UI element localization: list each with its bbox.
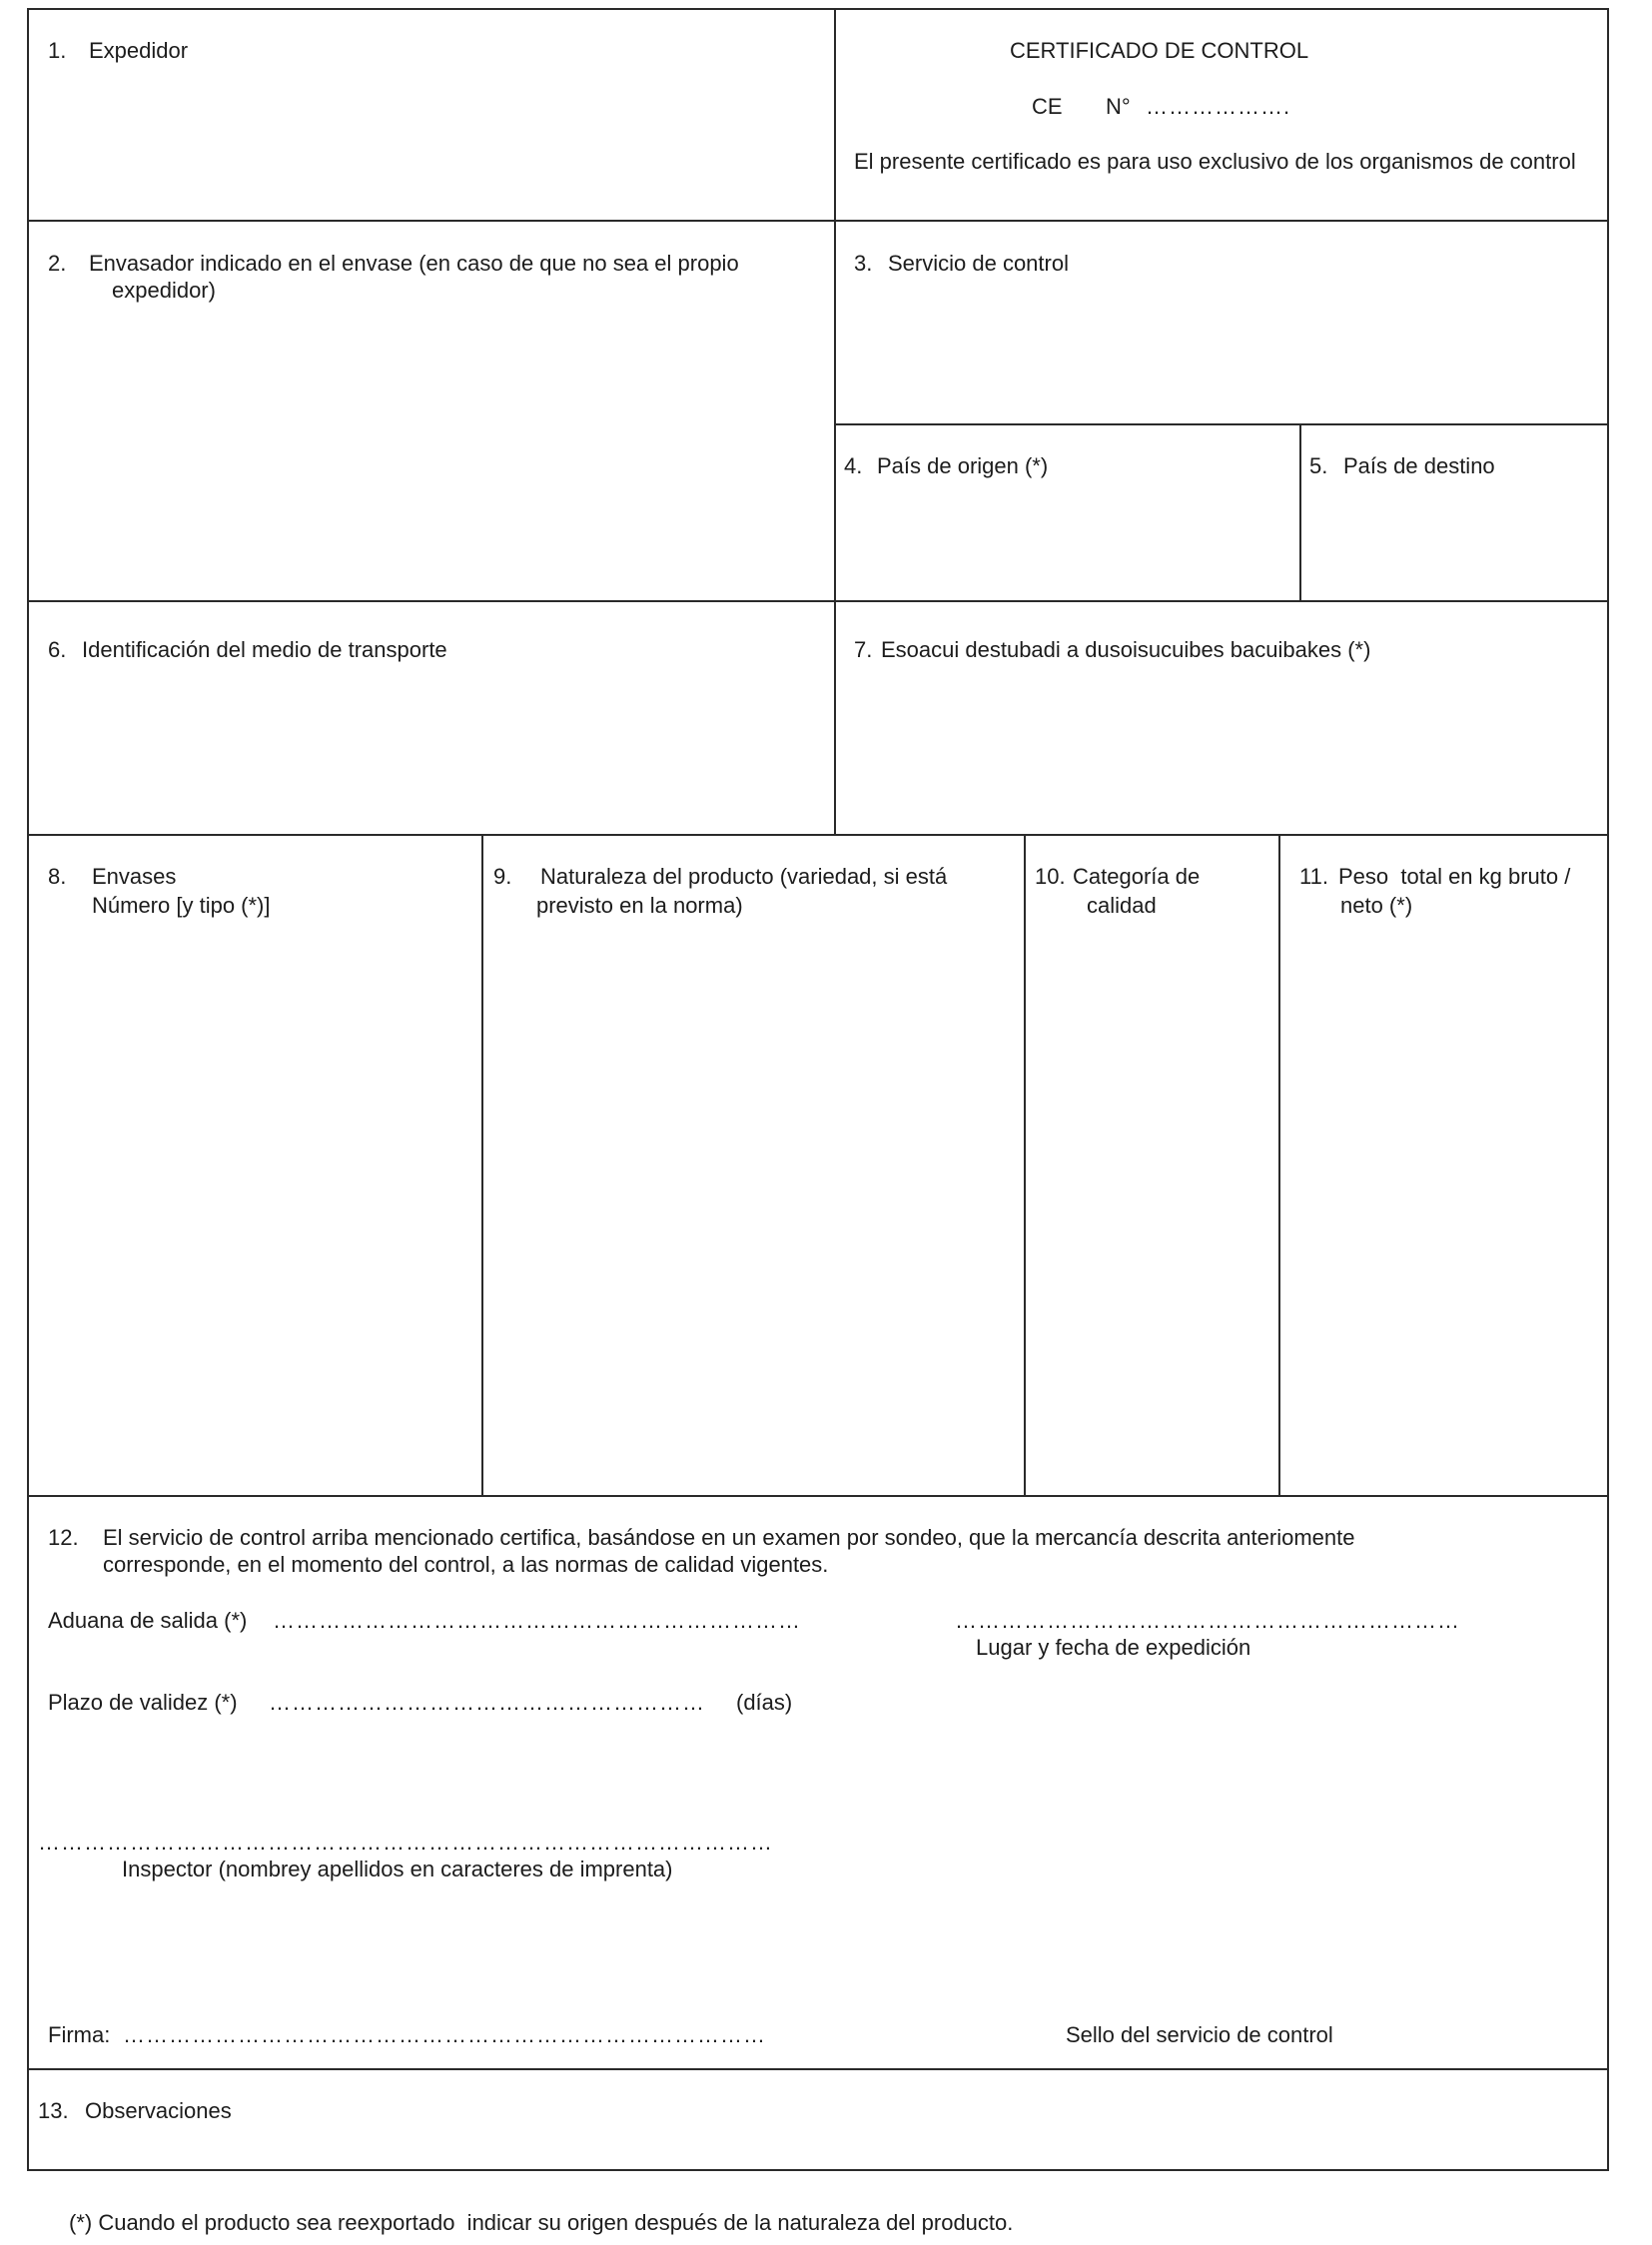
box8-number: 8.: [48, 864, 67, 889]
row-divider-5: [27, 2068, 1609, 2070]
footnote: (*) Cuando el producto sea reexportado indicar su origen después de la naturaleza del producto.: [69, 2210, 1014, 2235]
box4-number: 4.: [844, 453, 863, 478]
box1-label: Expedidor: [89, 38, 189, 63]
firma-label: Firma:: [48, 2022, 111, 2047]
box10-number: 10.: [1035, 864, 1066, 889]
box12-statement-line1: El servicio de control arriba mencionado certifica, basándose en un examen por sondeo, que la mercancía descrita anteriomente: [103, 1525, 1355, 1550]
col-divider-10-11: [1278, 834, 1280, 1496]
box11-label: Peso total en kg bruto /: [1338, 864, 1571, 889]
box12-number: 12.: [48, 1525, 79, 1550]
box1-number: 1.: [48, 38, 67, 63]
box3-label: Servicio de control: [888, 251, 1069, 276]
row-divider-4: [27, 1495, 1609, 1497]
firma-field: …………………………………………………………………………: [123, 2022, 766, 2047]
box3-number: 3.: [854, 251, 873, 276]
box11-label-line2: neto (*): [1340, 893, 1413, 918]
box6-label: Identificación del medio de transporte: [82, 637, 447, 662]
lugar-fecha-label: Lugar y fecha de expedición: [976, 1635, 1251, 1660]
certificate-title: CERTIFICADO DE CONTROL: [1010, 38, 1309, 63]
box5-label: País de destino: [1343, 453, 1495, 478]
box4-label: País de origen (*): [877, 453, 1049, 478]
box5-number: 5.: [1309, 453, 1328, 478]
box8-label: Envases: [92, 864, 177, 889]
plazo-unit: (días): [736, 1690, 793, 1715]
sello-label: Sello del servicio de control: [1066, 2022, 1333, 2047]
col-divider-9-10: [1024, 834, 1026, 1496]
inspector-field: ……………………………………………………………………………………: [38, 1830, 773, 1855]
box2-label-continued: expedidor): [112, 278, 216, 303]
row-divider-1: [27, 220, 1609, 222]
box11-number: 11.: [1299, 864, 1328, 889]
row-divider-3: [27, 834, 1609, 836]
box9-label: Naturaleza del producto (variedad, si está: [540, 864, 948, 889]
ce-label: CE: [1032, 94, 1063, 119]
box9-label-line2: previsto en la norma): [536, 893, 743, 918]
row-divider-3-4: [834, 423, 1609, 425]
box7-label: Esoacui destubadi a dusoisucuibes bacuibakes (*): [881, 637, 1371, 662]
box2-label: Envasador indicado en el envase (en caso de que no sea el propio: [89, 251, 739, 276]
certificate-number-field: ……………….: [1146, 94, 1291, 119]
aduana-field: ……………………………………………………………: [273, 1608, 801, 1633]
box10-label-line2: calidad: [1087, 893, 1157, 918]
box6-number: 6.: [48, 637, 67, 662]
number-label: N°: [1106, 94, 1131, 119]
box7-number: 7.: [854, 637, 873, 662]
box8-label-line2: Número [y tipo (*)]: [92, 893, 271, 918]
plazo-field: …………………………………………………: [269, 1690, 705, 1715]
aduana-label: Aduana de salida (*): [48, 1608, 248, 1633]
plazo-label: Plazo de validez (*): [48, 1690, 238, 1715]
col-divider-4-5: [1299, 423, 1301, 601]
box2-number: 2.: [48, 251, 67, 276]
lugar-fecha-field: …………………………………………………………: [955, 1608, 1460, 1633]
box12-statement-line2: corresponde, en el momento del control, a las normas de calidad vigentes.: [103, 1552, 829, 1577]
row-divider-2: [27, 600, 1609, 602]
inspector-label: Inspector (nombrey apellidos en caracteres de imprenta): [122, 1857, 673, 1881]
col-divider-8-9: [481, 834, 483, 1496]
box9-number: 9.: [493, 864, 512, 889]
certificate-notice: El presente certificado es para uso exclusivo de los organismos de control: [854, 149, 1576, 174]
col-divider-main: [834, 8, 836, 835]
box13-label: Observaciones: [85, 2098, 232, 2123]
box10-label: Categoría de: [1073, 864, 1201, 889]
box13-number: 13.: [38, 2098, 69, 2123]
